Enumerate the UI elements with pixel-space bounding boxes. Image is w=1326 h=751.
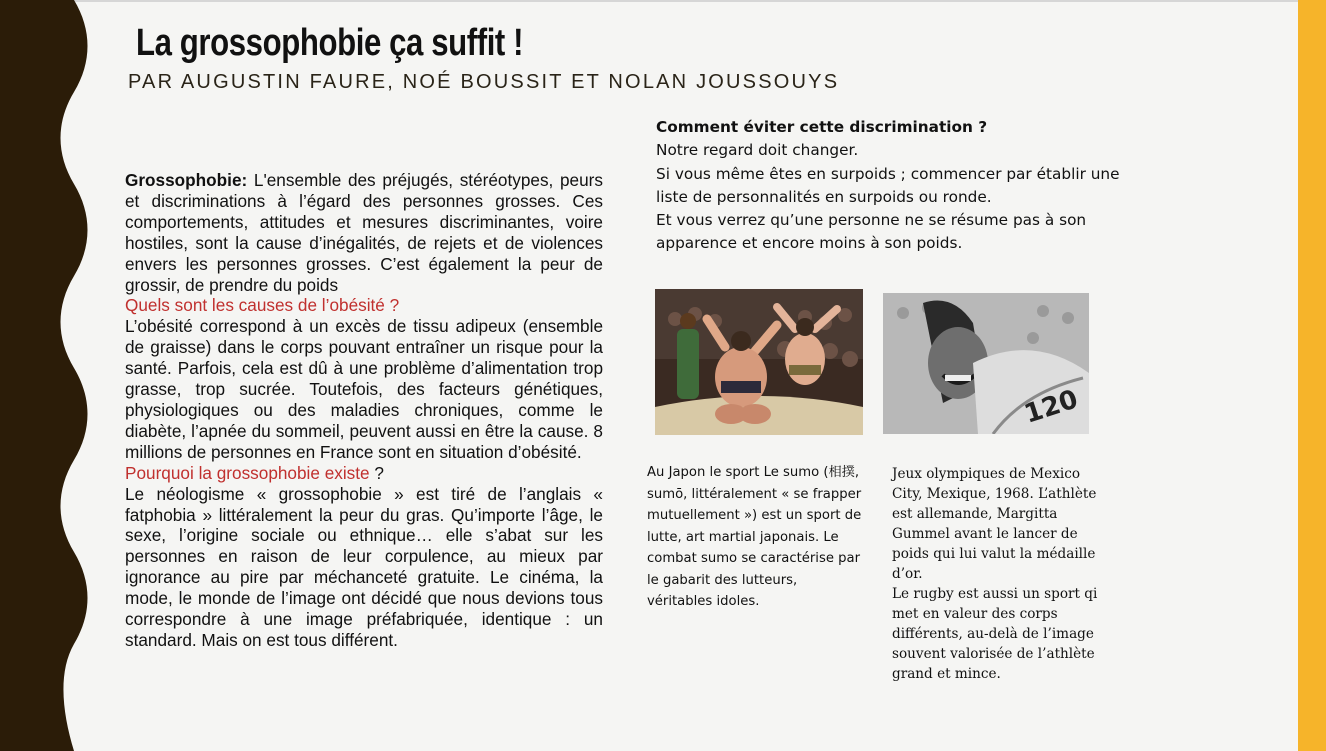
sumo-caption: Au Japon le sport Le sumo (相撲, sumō, littéralement « se frapper mutuellement ») est un sport de lutte, art martial japonais. Le combat sumo se caractérise par le gabarit des lutteurs, véritables idoles. bbox=[647, 465, 862, 609]
sumo-photo bbox=[655, 289, 863, 435]
shot-put-athlete-photo-icon bbox=[883, 293, 1089, 434]
question-causes-heading: Quels sont les causes de l’obésité ? bbox=[125, 295, 400, 316]
athlete-caption-part-1: Jeux olympiques de Mexico City, Mexique, 1968. L’athlète est allemande, Margitta Gummel avant le lancer de poids qui lui valut la médaille d’or. bbox=[892, 466, 1097, 582]
authors-line: PAR AUGUSTIN FAURE, NOÉ BOUSSIT ET NOLAN JOUSSOUYS bbox=[128, 71, 840, 93]
left-column-text bbox=[125, 170, 603, 651]
top-border bbox=[0, 0, 1326, 2]
prevention-line-2: Si vous même êtes en surpoids ; commencer par établir une liste de personnalités en surpoids ou ronde. bbox=[656, 164, 1120, 206]
question-why-heading bbox=[125, 463, 603, 484]
right-orange-band bbox=[1298, 0, 1326, 751]
athlete-bib-number: 120 bbox=[1020, 384, 1082, 430]
prevention-line-3: Et vous verrez qu’une personne ne se résume pas à son apparence et encore moins à son poids. bbox=[656, 211, 1087, 253]
question-why-text: Pourquoi la grossophobie existe bbox=[125, 462, 370, 483]
why-paragraph: Le néologisme « grossophobie » est tiré de l’anglais « fatphobia » littéralement la peur du gras. Qu’importe l’âge, le sexe, l’origine sociale ou ethnique… elle s’abat sur les personnes en raison de leur corpulence, au mieux par ignorance au pire par méchanceté gratuite. Le cinéma, la mode, le monde de l’image ont décidé que nous devions tous correspondre à une image préfabriquée, identique : un standard. Mais on est tous différent. bbox=[125, 483, 603, 650]
page-title: La grossophobie ça suffit ! bbox=[136, 22, 524, 64]
definition-term: Grossophobie: bbox=[125, 170, 248, 190]
causes-paragraph: L’obésité correspond à un excès de tissu adipeux (ensemble de graisse) dans le corps pouvant entraîner un risque pour la santé. Parfois, cela est dû à une problème d’alimentation trop grasse, trop sucrée. Toutefois, des facteurs génétiques, physiologiques ou des maladies chroniques, comme le diabète, l’apnée du sommeil, peuvent aussi en être la cause. 8 millions de personnes en France sont en situation d’obésité. bbox=[125, 316, 603, 462]
athlete-photo bbox=[883, 293, 1089, 434]
sumo-wrestlers-photo-icon bbox=[655, 289, 863, 435]
left-wavy-band bbox=[0, 0, 100, 751]
athlete-caption-part-2: Le rugby est aussi un sport qi met en valeur des corps différents, au-delà de l’image souvent valorisée de l’athlète grand et mince. bbox=[892, 586, 1098, 682]
prevention-question: Comment éviter cette discrimination ? bbox=[656, 118, 988, 136]
right-column-text bbox=[656, 116, 1136, 256]
prevention-line-1: Notre regard doit changer. bbox=[656, 141, 859, 160]
question-why-mark: ? bbox=[369, 462, 384, 483]
athlete-caption bbox=[892, 464, 1102, 684]
definition-paragraph bbox=[125, 170, 603, 295]
definition-text: L'ensemble des préjugés, stéréotypes, peurs et discriminations à l’égard des personnes grosses. Ces comportements, attitudes et mesures discriminantes, voire hostiles, sont la cause d’inégalités, de rejets et de violences envers les personnes grosses. C’est également la peur de grossir, de prendre du poids bbox=[125, 170, 603, 295]
